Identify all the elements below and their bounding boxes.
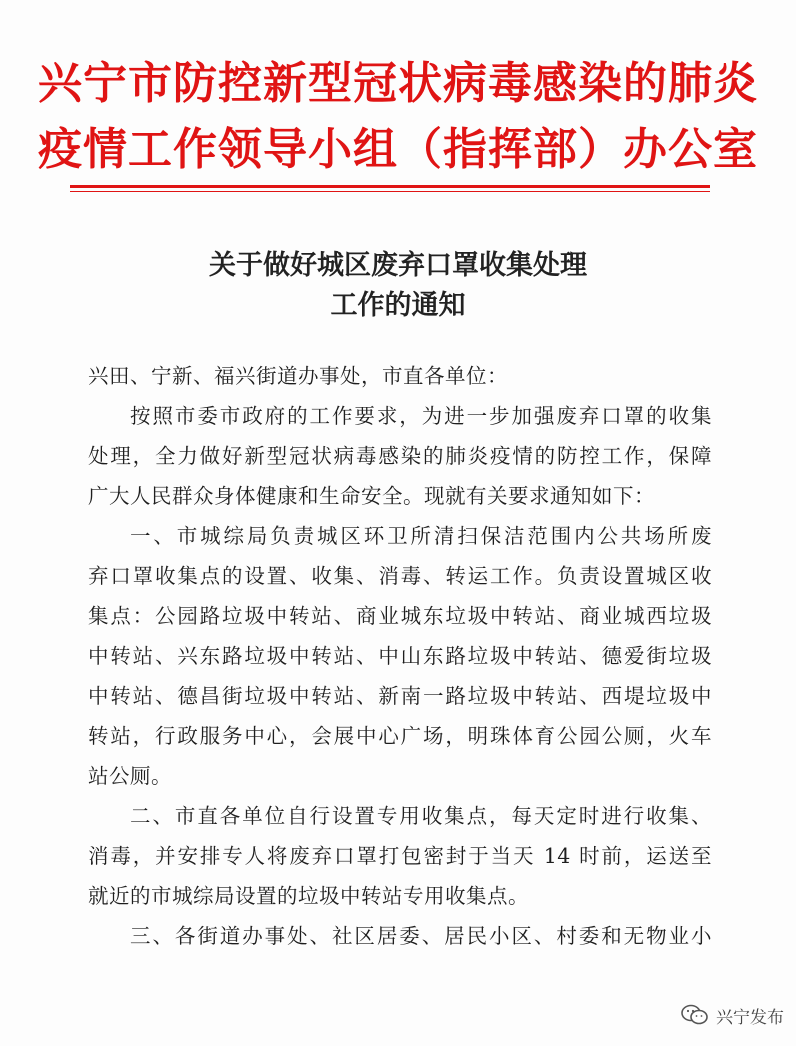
body-line: 中转站、德昌街垃圾中转站、新南一路垃圾中转站、西堤垃圾中 [88, 684, 712, 708]
notice-title-line-2: 工作的通知 [330, 290, 466, 321]
body-line: 广大人民群众身体健康和生命安全。现就有关要求通知如下： [88, 484, 655, 508]
header-red-rule-thin [70, 191, 710, 192]
watermark-text: 兴宁发布 [716, 1007, 784, 1028]
wechat-icon [680, 1003, 710, 1027]
body-line: 一、市城综局负责城区环卫所清扫保洁范围内公共场所废 [130, 524, 712, 548]
body-line: 消毒，并安排专人将废弃口罩打包密封于当天 14 时前，运送至 [88, 844, 712, 868]
body-line: 二、市直各单位自行设置专用收集点，每天定时进行收集、 [130, 804, 712, 828]
body-line: 按照市委市政府的工作要求，为进一步加强废弃口罩的收集 [130, 404, 712, 428]
body-line: 转站，行政服务中心，会展中心广场，明珠体育公园公厕，火车 [88, 724, 712, 748]
body-line: 弃口罩收集点的设置、收集、消毒、转运工作。负责设置城区收 [88, 564, 712, 588]
body-line: 处理，全力做好新型冠状病毒感染的肺炎疫情的防控工作，保障 [88, 444, 712, 468]
body-line: 就近的市城综局设置的垃圾中转站专用收集点。 [88, 884, 529, 908]
header-title-line-2: 疫情工作领导小组（指挥部）办公室 [38, 124, 758, 175]
body-line: 中转站、兴东路垃圾中转站、中山东路垃圾中转站、德爱街垃圾 [88, 644, 712, 668]
watermark [680, 1000, 784, 1030]
body-line: 站公厕。 [88, 764, 172, 788]
addressee-line: 兴田、宁新、福兴街道办事处，市直各单位： [88, 364, 508, 388]
header-red-rule [70, 185, 710, 188]
notice-title-line-1: 关于做好城区废弃口罩收集处理 [209, 250, 587, 281]
body-line: 集点：公园路垃圾中转站、商业城东垃圾中转站、商业城西垃圾 [88, 604, 712, 628]
header-title-line-1: 兴宁市防控新型冠状病毒感染的肺炎 [38, 58, 758, 109]
body-line: 三、各街道办事处、社区居委、居民小区、村委和无物业小 [130, 924, 712, 948]
